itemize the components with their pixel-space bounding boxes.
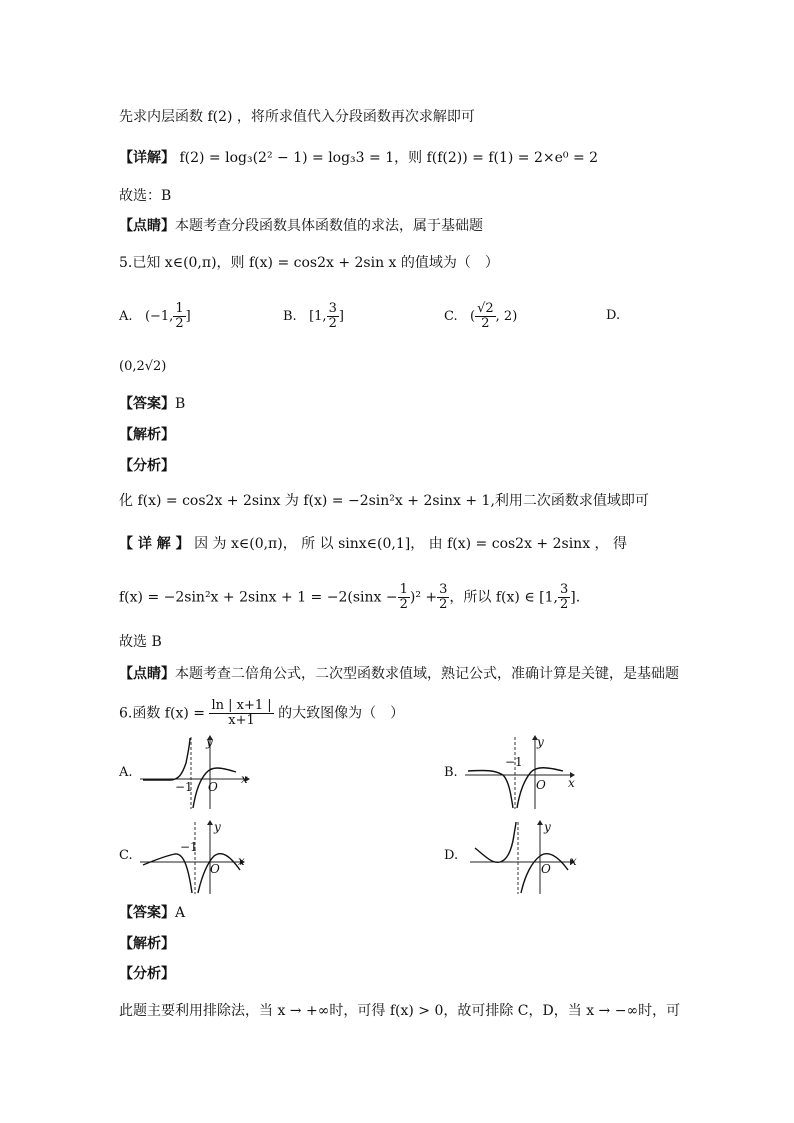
frac-num: 3 <box>559 582 569 597</box>
graph-d-y-label: y <box>544 820 551 834</box>
q6-option-b: B. <box>444 765 458 780</box>
question-5-stem: 5.已知 x∈(0,π)，则 f(x) = cos2x + 2sin x 的值域为（ ） <box>119 255 499 271</box>
graph-a-y-label: y <box>206 735 213 749</box>
q5-option-a: A. (−1, $\frac{1}{2}$ ] <box>119 301 191 331</box>
q5-option-d: D. <box>606 308 621 323</box>
q6-stem-b: 的大致图像为（ ） <box>278 705 405 722</box>
answer-value: A <box>175 905 186 921</box>
frac-den: 2 <box>399 597 408 612</box>
pick-answer-2: 故选 B <box>119 634 162 650</box>
pick-answer-1: 故选：B <box>119 188 172 204</box>
graph-c-x-label: x <box>238 854 245 868</box>
q6-analysis: 此题主要利用排除法，当 x → +∞时，可得 f(x) > 0，故可排除 C，D，当 x → −∞时，可 <box>119 1003 681 1019</box>
q5-option-d-value: (0,2√2) <box>119 359 167 374</box>
jiexi-tag: 【解析】 <box>119 427 175 443</box>
graph-c-minus1: −1 <box>180 840 198 854</box>
graph-d-origin: O <box>541 862 551 876</box>
q5-detail-expr-d: ]. <box>570 589 581 606</box>
dianjing-line-1 <box>119 216 483 236</box>
intro-expr: f(2) <box>207 109 233 125</box>
q5-option-b: B. [1, $\frac{3}{2}$ ] <box>283 301 344 331</box>
frac-num: ln | x+1 | <box>211 698 272 713</box>
q5-detail-frac-three-2 <box>558 583 570 612</box>
intro-line <box>119 107 475 127</box>
q5-option-b-frac <box>327 302 339 331</box>
q5-option-a-letter: A. <box>119 309 133 324</box>
answer-line-6 <box>119 903 185 923</box>
graph-b-y-label: y <box>537 735 544 749</box>
frac-den: x+1 <box>228 713 255 728</box>
graph-d-x-label: x <box>570 854 577 868</box>
curve-left <box>468 770 513 808</box>
q5-option-b-letter: B. <box>283 309 297 324</box>
dianjing-tag: 【点睛】 <box>119 666 175 682</box>
curve-left <box>475 822 516 862</box>
q5-option-c-end: , 2) <box>495 309 518 324</box>
frac-num: 3 <box>439 582 448 597</box>
intro-text: 先求内层函数 <box>119 109 203 125</box>
q6-stem-a: 6.函数 f(x) = <box>119 705 205 722</box>
q5-option-a-frac <box>173 302 185 331</box>
q5-detail-expr-c: ，所以 f(x) ∈ [1, <box>449 589 558 606</box>
frac-num: 3 <box>328 301 337 316</box>
graph-a-origin: O <box>208 780 218 794</box>
curve-left <box>143 854 192 893</box>
graph-b-minus1: −1 <box>505 755 523 769</box>
frac-den: 2 <box>559 597 569 612</box>
frac-den: 2 <box>328 316 337 331</box>
q6-graph-a <box>140 735 250 810</box>
answer-value: B <box>175 396 186 412</box>
graph-c-origin: O <box>210 862 220 876</box>
fenxi-tag-2: 【分析】 <box>119 966 175 982</box>
detail-expression: f(2) = log₃(2² − 1) = log₃3 = 1，则 f(f(2)) = f(1) = 2×e⁰ = 2 <box>179 150 599 166</box>
dianjing-text: 本题考查分段函数具体函数值的求法，属于基础题 <box>175 218 483 234</box>
frac-num: √2 <box>477 301 494 316</box>
answer-tag: 【答案】 <box>119 905 175 921</box>
q6-graph-d <box>470 820 580 895</box>
answer-line-5 <box>119 394 185 414</box>
dianjing-line-2 <box>119 664 679 684</box>
q6-graph-c <box>140 820 250 895</box>
q5-option-a-value: (−1, <box>144 309 174 324</box>
graph-b-x-label: x <box>568 776 575 790</box>
y-axis-arrow <box>537 820 543 825</box>
q5-option-c-letter: C. <box>444 309 458 324</box>
jiexi-tag-2: 【解析】 <box>119 936 175 952</box>
q5-detail-tag: 【 详 解 】 <box>119 536 190 552</box>
frac-den: 2 <box>175 316 184 331</box>
graph-a-minus1: −1 <box>175 780 193 794</box>
frac-num: 1 <box>399 582 408 597</box>
frac-den: 2 <box>439 597 448 612</box>
question-6-stem <box>119 699 404 728</box>
q5-detail-expr-a: f(x) = −2sin²x + 2sinx + 1 = −2(sinx − <box>119 589 398 606</box>
q5-detail-frac-three <box>437 583 449 612</box>
q5-detail-text: 因 为 x∈(0,π)， 所 以 sinx∈(0,1]， 由 f(x) = cos2x + 2sinx ， 得 <box>194 536 627 552</box>
frac-den: 2 <box>481 316 490 331</box>
q6-graph-b <box>465 735 575 810</box>
q6-fraction <box>209 699 273 728</box>
q6-option-d: D. <box>444 848 459 863</box>
q6-option-a: A. <box>119 765 133 780</box>
q5-detail-frac-half <box>398 583 410 612</box>
detail-tag: 【详解】 <box>119 150 175 166</box>
q5-detail-line-2 <box>119 583 580 612</box>
frac-num: 1 <box>175 301 184 316</box>
y-axis-arrow <box>207 820 213 825</box>
q6-option-c: C. <box>119 848 133 863</box>
detail-line <box>119 148 598 168</box>
q5-option-c-frac <box>475 302 496 331</box>
answer-tag: 【答案】 <box>119 396 175 412</box>
q5-detail-line-1 <box>119 534 627 554</box>
q5-detail-expr-b: )² + <box>409 589 438 606</box>
dianjing-text: 本题考查二倍角公式，二次型函数求值域，熟记公式，准确计算是关键，是基础题 <box>175 666 679 682</box>
q5-analysis: 化 f(x) = cos2x + 2sinx 为 f(x) = −2sin²x + 2sinx + 1,利用二次函数求值域即可 <box>119 493 649 509</box>
intro-text-end: ，将所求值代入分段函数再次求解即可 <box>236 109 475 125</box>
graph-b-origin: O <box>536 778 546 792</box>
fenxi-tag: 【分析】 <box>119 458 175 474</box>
q5-option-b-value: [1, <box>309 309 327 324</box>
graph-c-y-label: y <box>214 820 221 834</box>
curve-left <box>143 738 190 780</box>
graph-a-x-label: x <box>241 772 248 786</box>
q5-option-c: C. ( $\frac{√2}{2}$ , 2) <box>444 301 518 331</box>
dianjing-tag: 【点睛】 <box>119 218 175 234</box>
